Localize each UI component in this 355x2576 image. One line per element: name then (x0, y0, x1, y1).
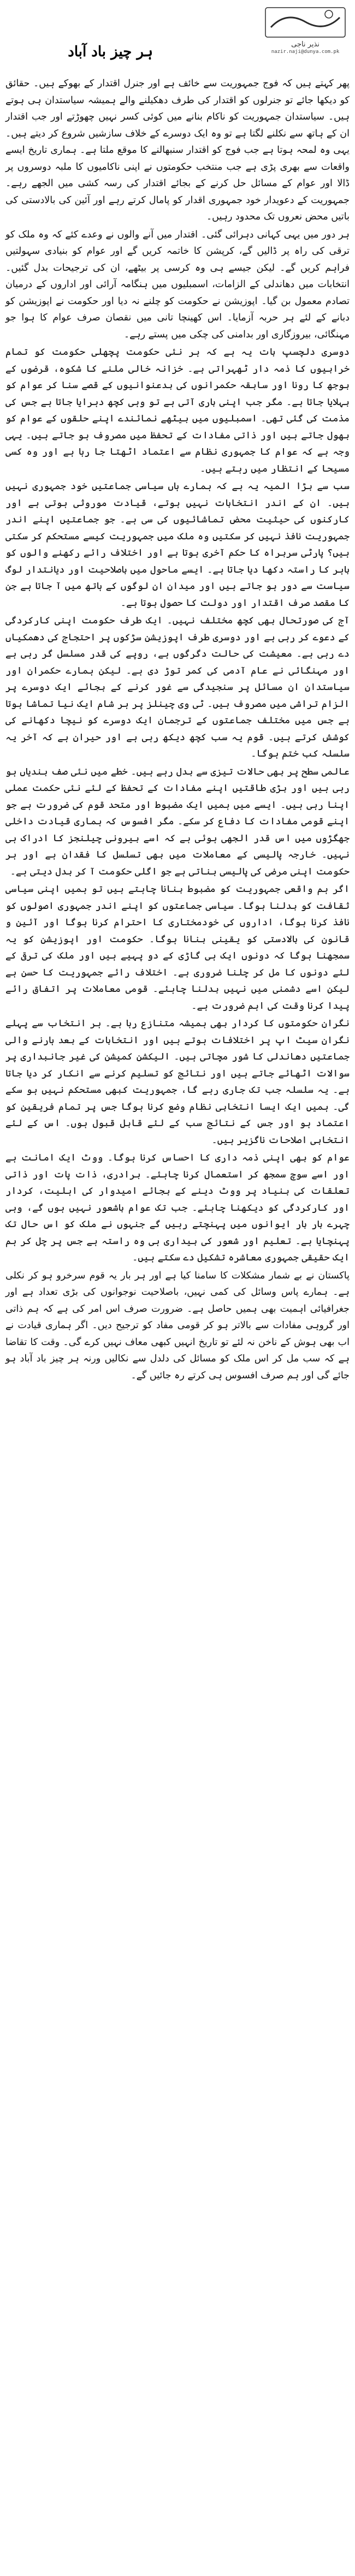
paragraph: ہر دور میں یہی کہانی دہرائی گئی۔ اقتدار میں آنے والوں نے وعدے کئے کہ وہ ملک کو ترقی کی راہ پر ڈالیں گے، کرپشن کا خاتمہ کریں گے اور عوام کو بنیادی سہولتیں فراہم کریں گے۔ لیکن جیسے ہی وہ کرسی پر بیٹھے، ان کی ترجیحات بدل گئیں۔ انتخابات میں دھاندلی کے الزامات، اسمبلیوں میں ہنگامہ آرائی اور اداروں کے درمیان تصادم معمول بن گیا۔ اپوزیشن نے حکومت کو چلنے نہ دیا اور حکومت نے اپوزیشن کو دبانے کے لئے ہر حربہ آزمایا۔ اس کھینچا تانی میں نقصان صرف عوام کا ہوا جو مہنگائی، بیروزگاری اور بدامنی کی چکی میں پستے رہے۔ (5, 229, 350, 340)
article-title: ہر چیز باد آباد (68, 44, 153, 60)
paragraph: پاکستان نے بے شمار مشکلات کا سامنا کیا ہے اور ہر بار یہ قوم سرخرو ہو کر نکلی ہے۔ ہمارے پاس وسائل کی کمی نہیں، باصلاحیت نوجوانوں کی بڑی تعداد ہے اور جغرافیائی اہمیت بھی ہمیں حاصل ہے۔ ضرورت صرف اس امر کی ہے کہ ہم ذاتی اور گروہی مفادات سے بالاتر ہو کر قومی مفاد کو ترجیح دیں۔ اگر ہماری قیادت نے اب بھی ہوش کے ناخن نہ لئے تو تاریخ انہیں کبھی معاف نہیں کرے گی۔ وقت کا تقاضا ہے کہ سب مل کر اس ملک کو مسائل کی دلدل سے نکالیں ورنہ ہر چیز باد آباد ہو جائے گی اور ہم صرف افسوس ہی کرتے رہ جائیں گے۔ (5, 1270, 350, 1381)
column-logo (264, 5, 346, 66)
paragraph: سب سے بڑا المیہ یہ ہے کہ ہمارے ہاں سیاسی جماعتیں خود جمہوری نہیں ہیں۔ ان کے اندر انتخابات نہیں ہوتے، قیادت موروثی ہوتی ہے اور کارکنوں کی حیثیت محض تماشائیوں کی سی ہے۔ جو جماعتیں اپنے اندر جمہوریت نافذ نہیں کر سکتیں وہ ملک میں جمہوریت کیسے مستحکم کر سکتی ہیں؟ پارٹی سربراہ کا حکم آخری ہوتا ہے اور اختلاف رائے رکھنے والوں کو باہر کا راستہ دکھا دیا جاتا ہے۔ ایسے ماحول میں باصلاحیت اور دیانتدار لوگ سیاست سے دور ہو جاتے ہیں اور میدان ان لوگوں کے ہاتھ میں آ جاتا ہے جن کا مقصد صرف اقتدار اور دولت کا حصول ہوتا ہے۔ (5, 481, 350, 609)
paragraph: آج کی صورتحال بھی کچھ مختلف نہیں۔ ایک طرف حکومت اپنی کارکردگی کے دعوے کر رہی ہے اور دوسری طرف اپوزیشن سڑکوں پر احتجاج کی دھمکیاں دے رہی ہے۔ معیشت کی حالت دگرگوں ہے، روپے کی قدر مسلسل گر رہی ہے اور مہنگائی نے عام آدمی کی کمر توڑ دی ہے۔ لیکن ہمارے حکمران اور سیاستدان ان مسائل پر سنجیدگی سے غور کرنے کے بجائے ایک دوسرے پر الزام تراشی میں مصروف ہیں۔ ٹی وی چینلز پر ہر شام ایک نیا تماشا ہوتا ہے جس میں مختلف جماعتوں کے ترجمان ایک دوسرے کو نیچا دکھانے کی کوشش کرتے ہیں۔ قوم یہ سب کچھ دیکھ رہی ہے اور حیران ہے کہ آخر یہ سلسلہ کب ختم ہوگا۔ (5, 615, 350, 759)
author-name: نذیر ناجی (291, 40, 319, 49)
paragraph: عالمی سطح پر بھی حالات تیزی سے بدل رہے ہیں۔ خطے میں نئی صف بندیاں ہو رہی ہیں اور بڑی طاقتیں اپنے مفادات کے تحفظ کے لئے نئی حکمت عملی اپنا رہی ہیں۔ ایسے میں ہمیں ایک مضبوط اور متحد قوم کی ضرورت ہے جو اپنے قومی مفادات کا دفاع کر سکے۔ مگر افسوس کہ ہماری قیادت داخلی جھگڑوں میں اس قدر الجھی ہوئی ہے کہ اسے بیرونی چیلنجز کا ادراک ہی نہیں۔ خارجہ پالیسی کے معاملات میں بھی تسلسل کا فقدان ہے اور ہر حکومت اپنی مرضی کی پالیسی بناتی ہے جو اگلی حکومت آ کر بدل دیتی ہے۔ (5, 766, 350, 877)
paragraph: نگران حکومتوں کا کردار بھی ہمیشہ متنازع رہا ہے۔ ہر انتخاب سے پہلے نگران سیٹ اپ پر اختلافات ہوتے ہیں اور انتخابات کے بعد ہارنے والی جماعتیں دھاندلی کا شور مچاتی ہیں۔ الیکشن کمیشن کی غیر جانبداری پر سوالات اٹھائے جاتے ہیں اور نتائج کو تسلیم کرنے سے انکار کر دیا جاتا ہے۔ یہ سلسلہ جب تک جاری رہے گا، جمہوریت کبھی مستحکم نہیں ہو سکے گی۔ ہمیں ایک ایسا انتخابی نظام وضع کرنا ہوگا جس پر تمام فریقین کو اعتماد ہو اور جس کے نتائج سب کے لئے قابل قبول ہوں۔ اس کے لئے انتخابی اصلاحات ناگزیر ہیں۔ (5, 1018, 350, 1146)
paragraph: اگر ہم واقعی جمہوریت کو مضبوط بنانا چاہتے ہیں تو ہمیں اپنی سیاسی ثقافت کو بدلنا ہوگا۔ سیاسی جماعتوں کو اپنے اندر جمہوری اصولوں کو نافذ کرنا ہوگا، اداروں کی خودمختاری کا احترام کرنا ہوگا اور آئین و قانون کی بالادستی کو یقینی بنانا ہوگا۔ حکومت اور اپوزیشن کو یہ سمجھنا ہوگا کہ دونوں ایک ہی گاڑی کے دو پہیے ہیں اور ملک کی ترقی کے لئے دونوں کا مل کر چلنا ضروری ہے۔ اختلاف رائے جمہوریت کا حسن ہے لیکن اسے دشمنی میں نہیں بدلنا چاہئے۔ قومی معاملات پر اتفاق رائے پیدا کرنا وقت کی اہم ضرورت ہے۔ (5, 884, 350, 1012)
paragraph: دوسری دلچسپ بات یہ ہے کہ ہر نئی حکومت پچھلی حکومت کو تمام خرابیوں کا ذمہ دار ٹھہراتی ہے۔ خزانہ خالی ملنے کا شکوہ، قرضوں کے بوجھ کا رونا اور سابقہ حکمرانوں کی بدعنوانیوں کے قصے سنا کر عوام کو بہلایا جاتا ہے۔ مگر جب اپنی باری آتی ہے تو وہی کچھ دہرایا جاتا ہے جس کی مذمت کی گئی تھی۔ اسمبلیوں میں بیٹھے نمائندے اپنے حلقوں کے عوام کو بھول جاتے ہیں اور ذاتی مفادات کے تحفظ میں مصروف ہو جاتے ہیں۔ یہی وجہ ہے کہ عوام کا جمہوری نظام سے اعتماد اٹھتا جا رہا ہے اور وہ کسی مسیحا کے انتظار میں رہتے ہیں۔ (5, 347, 350, 474)
author-email[interactable]: nazir.naji@dunya.com.pk (271, 49, 340, 55)
article-header (0, 0, 355, 71)
column-logo-art (264, 5, 346, 39)
paragraph: پھر کہتے ہیں کہ فوج جمہوریت سے خائف ہے اور جنرل اقتدار کے بھوکے ہیں۔ حقائق کو دیکھا جائے تو جنرلوں کو اقتدار کی طرف دھکیلنے والے ہمیشہ سیاستدان ہی ہوتے ہیں۔ سیاستدان جمہوریت کو ناکام بنانے میں کوئی کسر نہیں چھوڑتے اور جب اقتدار ان کے ہاتھ سے نکلنے لگتا ہے تو وہ ایک دوسرے کے خلاف سازشیں شروع کر دیتے ہیں۔ یہی وہ لمحہ ہوتا ہے جب فوج کو اقتدار سنبھالنے کا موقع ملتا ہے۔ ہماری تاریخ ایسے واقعات سے بھری پڑی ہے جب منتخب حکومتوں نے اپنی ناکامیوں کا ملبہ دوسروں پر ڈالا اور عوام کے مسائل حل کرنے کے بجائے اقتدار کی رسہ کشی میں الجھے رہے۔ جمہوریت کے دعویدار خود جمہوری اقدار کو پامال کرتے رہے اور آئین کی بالادستی کی باتیں محض نعروں تک محدود رہیں۔ (5, 78, 350, 222)
paragraph: عوام کو بھی اپنی ذمہ داری کا احساس کرنا ہوگا۔ ووٹ ایک امانت ہے اور اسے سوچ سمجھ کر استعمال کرنا چاہئے۔ برادری، ذات پات اور ذاتی تعلقات کی بنیاد پر ووٹ دینے کے بجائے امیدوار کی اہلیت، کردار اور کارکردگی کو دیکھنا چاہئے۔ جب تک عوام باشعور نہیں ہوں گے، وہی چہرے بار بار ایوانوں میں پہنچتے رہیں گے جنہوں نے ملک کو اس حال تک پہنچایا ہے۔ تعلیم اور شعور کی بیداری ہی وہ راستہ ہے جس پر چل کر ہم ایک حقیقی جمہوری معاشرہ تشکیل دے سکتے ہیں۔ (5, 1152, 350, 1263)
article-body (5, 75, 350, 1385)
